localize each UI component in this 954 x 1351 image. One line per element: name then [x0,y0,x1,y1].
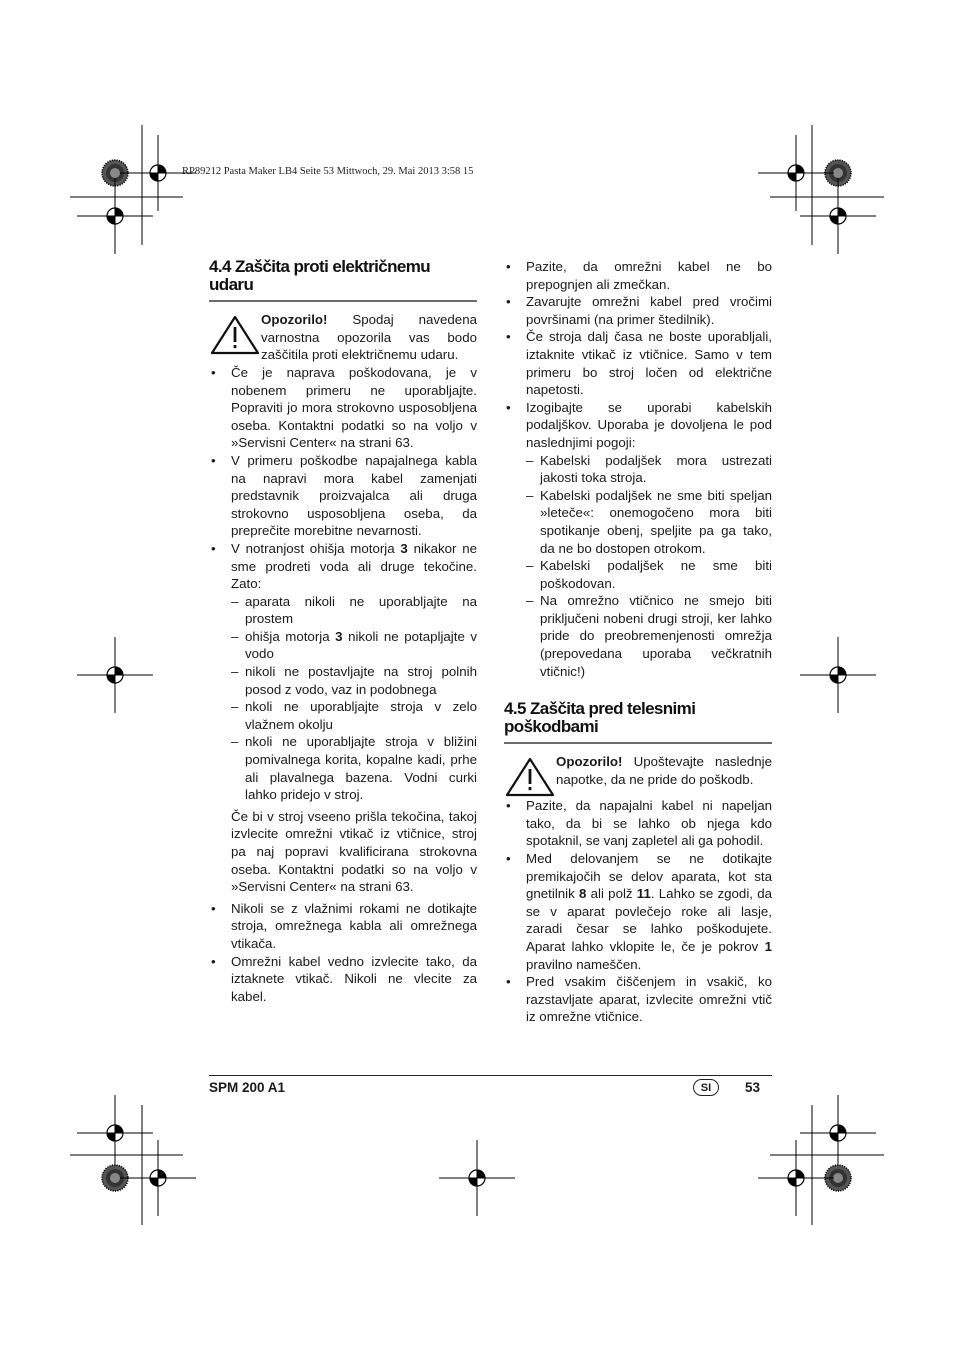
section-4-4-title: 4.4 Zaščita proti električnemu udaru [209,258,477,302]
text-run: ohišja motorja [245,628,336,644]
list-item [209,540,477,804]
text-run: nikoli ne potapljajte v vodo [245,628,478,662]
list-item: – aparata nikoli ne uporabljajte na prostem [231,593,477,628]
warning-box-4-5 [504,753,772,797]
list-item: – nikoli ne postavljajte na stroj polnih posod z vodo, vaz in podobnega [231,663,477,698]
warning-label: Opozorilo! [261,312,328,328]
section-4-5 [504,700,772,1026]
list-item: – Kabelski podaljšek ne sme biti poškodovan. [526,557,772,592]
part-number: 3 [335,628,343,644]
list-item [504,399,772,681]
bullet-list [209,900,477,1006]
warning-text [261,311,477,364]
list-item: • Če je naprava poškodovana, je v nobenem primeru ne uporabljajte. Popraviti jo mora strokovno usposobljena oseba. Kontaktni podatki so na voljo v »Servisni Center« na strani 63. [209,364,477,452]
language-badge: SI [693,1079,719,1096]
dash-list [231,593,477,804]
right-column [504,258,772,680]
part-number: 8 [579,886,587,902]
list-item: – nkoli ne uporabljajte stroja v zelo vlažnem okolju [231,698,477,733]
list-item: – Kabelski podaljšek mora ustrezati jakosti toka stroja. [526,452,772,487]
part-number: 1 [764,938,772,954]
list-item: • Pred vsakim čiščenjem in vsakič, ko razstavljate aparat, izvlecite omrežni vtič iz omrežne vtičnice. [504,973,772,1026]
text-run: Izogibajte se uporabi kabelskih podaljškov. Uporaba je dovoljena le pod naslednjimi pogoji: [526,399,772,450]
list-item: • Zavarujte omrežni kabel pred vročimi površinami (na primer štedilnik). [504,293,772,328]
list-item: • Omrežni kabel vedno izvlecite tako, da iztaknete vtikač. Nikoli ne vlecite za kabel. [209,953,477,1006]
bullet-list [209,364,477,804]
warning-body: Spodaj navedena varnostna opozorila vas bodo zaščitila proti električnemu udaru. [261,312,477,363]
warning-triangle-icon [504,757,556,797]
list-item [504,850,772,973]
text-run: Med delovanjem se ne dotikajte premikajočih se delov aparata, kot sta gnetilnik [526,850,772,902]
bullet-list [504,797,772,1026]
page-number: 53 [745,1080,761,1095]
text-run: nikakor ne sme prodreti voda ali druge tekočine. Zato: [231,540,477,592]
footer-model-name: SPM 200 A1 [209,1080,286,1095]
dash-list [526,452,772,681]
paragraph: Če bi v stroj vseeno prišla tekočina, takoj izvlecite omrežni vtikač iz vtičnice, stroj pa naj popravi kvalificirana strokovna oseba. Kontaktni podatki so na voljo v »Servisni Center« na strani 63. [231,808,477,895]
list-item: – Kabelski podaljšek ne sme biti speljan »leteče«: onemogočeno mora biti spotikanje obenj, speljite pa ga tako, da ne bo dostopen otrokom. [526,487,772,557]
text-run: ali polž [586,886,637,902]
list-item: • Pazite, da napajalni kabel ni napeljan tako, da bi se lahko ob njega kdo spotaknil, se vanj zapletel ali ga pohodil. [504,797,772,850]
list-item: • Če stroja dalj časa ne boste uporabljali, iztaknite vtikač iz vtičnice. Samo v tem primeru bo stroj ločen od električne napetosti. [504,328,772,398]
part-number: 3 [400,540,408,556]
list-item [231,628,477,663]
warning-label: Opozorilo! [556,754,623,770]
list-item: – Na omrežno vtičnico ne smejo biti priključeni nobeni drugi stroji, ker lahko pride do preobremenjenosti omrežja (prepovedana uporaba večkratnih vtičnic!) [526,592,772,680]
text-run: V notranjost ohišja motorja [231,540,401,556]
part-number: 11 [636,886,651,902]
list-item: • Pazite, da omrežni kabel ne bo prepognjen ali zmečkan. [504,258,772,293]
text-run: . Lahko se zgodi, da se v aparat povlečejo roke ali lasje, zaradi česar se lahko poškodujete. Aparat lahko vklopite le, če je pokrov [526,886,772,954]
text-run: pravilno nameščen. [526,956,642,972]
warning-text [556,753,772,788]
section-4-5-title: 4.5 Zaščita pred telesnimi poškodbami [504,700,772,744]
print-header-line: RP89212 Pasta Maker LB4 Seite 53 Mittwoch, 29. Mai 2013 3:58 15 [182,166,474,177]
left-column [209,258,477,1005]
list-item: – nkoli ne uporabljajte stroja v bližini pomivalnega korita, kopalne kadi, prhe ali plavalnega bazena. Vodni curki lahko pridejo v stroj. [231,733,477,803]
list-item: • Nikoli se z vlažnimi rokami ne dotikajte stroja, omrežnega kabla ali omrežnega vtikača. [209,900,477,953]
warning-box-4-4 [209,311,477,364]
list-item: • V primeru poškodbe napajalnega kabla na napravi mora kabel zamenjati predstavnik proizvajalca ali druga strokovno usposobljena oseba, da preprečite morebitne nevarnosti. [209,452,477,540]
warning-body: Upoštevajte naslednje napotke, da ne pride do poškodb. [556,754,772,787]
footer-divider [209,1075,772,1076]
warning-triangle-icon [209,315,261,355]
bullet-list [504,258,772,680]
